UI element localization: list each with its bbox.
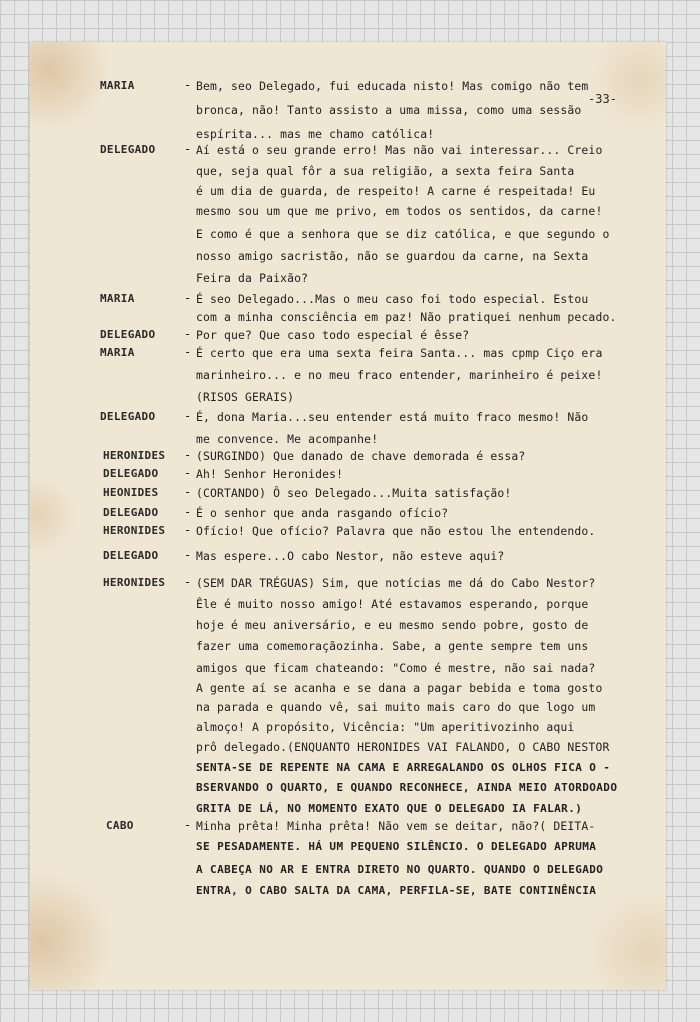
dialogue-line: Aí está o seu grande erro! Mas não vai interessar... Creio [196, 143, 603, 157]
dialogue-line: nosso amigo sacristão, não se guardou da carne, na Sexta [196, 249, 589, 263]
dialogue-line: que, seja qual fôr a sua religião, a sexta feira Santa [196, 164, 575, 178]
dialogue-line: (SEM DAR TRÉGUAS) Sim, que notícias me dá do Cabo Nestor? [196, 576, 596, 590]
dialogue-line: É seo Delegado...Mas o meu caso foi todo especial. Estou [196, 292, 589, 306]
dialogue-line: é um dia de guarda, de respeito! A carne é respeitada! Eu [196, 184, 596, 198]
dialogue-line: É o senhor que anda rasgando ofício? [196, 506, 449, 520]
dialogue-line: bronca, não! Tanto assisto a uma missa, como uma sessão [196, 103, 582, 117]
speaker-name: DELEGADO [103, 549, 159, 562]
dialogue-line: Êle é muito nosso amigo! Até estavamos esperando, porque [196, 597, 589, 611]
dialogue-line: na parada e quando vê, sai muito mais caro do que logo um [196, 700, 596, 714]
speaker-dash: - [184, 466, 192, 480]
dialogue-line: Ofício! Que ofício? Palavra que não estou lhe entendendo. [196, 524, 596, 538]
speaker-dash: - [184, 523, 192, 537]
speaker-dash: - [184, 505, 192, 519]
dialogue-line: E como é que a senhora que se diz católica, e que segundo o [196, 227, 610, 241]
speaker-name: DELEGADO [100, 328, 156, 341]
speaker-dash: - [184, 818, 192, 832]
dialogue-line: A CABEÇA NO AR E ENTRA DIRETO NO QUARTO. QUANDO O DELEGADO [196, 863, 604, 876]
speaker-dash: - [184, 142, 192, 156]
speaker-dash: - [184, 575, 192, 589]
dialogue-line: (CORTANDO) Ô seo Delegado...Muita satisfação! [196, 486, 512, 500]
page-number: -33- [588, 92, 617, 106]
dialogue-line: Por que? Que caso todo especial é êsse? [196, 328, 470, 342]
speaker-dash: - [184, 345, 192, 359]
speaker-name: DELEGADO [103, 506, 159, 519]
dialogue-line: almoço! A propósito, Vicência: "Um aperitivozinho aqui [196, 720, 575, 734]
speaker-name: CABO [106, 819, 134, 832]
speaker-dash: - [184, 78, 192, 92]
dialogue-line: Feira da Paixão? [196, 271, 309, 285]
speaker-dash: - [184, 409, 192, 423]
dialogue-line: BSERVANDO O QUARTO, E QUANDO RECONHECE, AINDA MEIO ATORDOADO [196, 781, 618, 794]
dialogue-line: espírita... mas me chamo católica! [196, 127, 435, 141]
speaker-name: DELEGADO [100, 143, 156, 156]
speaker-name: HERONIDES [103, 576, 166, 589]
dialogue-line: SENTA-SE DE REPENTE NA CAMA E ARREGALANDO OS OLHOS FICA O - [196, 761, 611, 774]
dialogue-line: Bem, seo Delegado, fui educada nisto! Mas comigo não tem [196, 79, 589, 93]
dialogue-line: Ah! Senhor Heronides! [196, 467, 344, 481]
dialogue-line: me convence. Me acompanhe! [196, 432, 379, 446]
speaker-name: MARIA [100, 292, 135, 305]
speaker-name: HEONIDES [103, 486, 159, 499]
speaker-name: DELEGADO [103, 467, 159, 480]
speaker-dash: - [184, 448, 192, 462]
dialogue-line: fazer uma comemoraçãozinha. Sabe, a gente sempre tem uns [196, 639, 589, 653]
dialogue-line: Mas espere...O cabo Nestor, não esteve aqui? [196, 549, 505, 563]
dialogue-line: prô delegado.(ENQUANTO HERONIDES VAI FALANDO, O CABO NESTOR [196, 740, 610, 754]
speaker-dash: - [184, 548, 192, 562]
dialogue-line: marinheiro... e no meu fraco entender, marinheiro é peixe! [196, 368, 603, 382]
dialogue-line: mesmo sou um que me privo, em todos os sentidos, da carne! [196, 204, 603, 218]
dialogue-line: É certo que era uma sexta feira Santa... mas cpmp Ciço era [196, 346, 603, 360]
speaker-name: MARIA [100, 346, 135, 359]
speaker-name: HERONIDES [103, 449, 166, 462]
speaker-name: MARIA [100, 79, 135, 92]
speaker-dash: - [184, 485, 192, 499]
speaker-dash: - [184, 327, 192, 341]
dialogue-line: Minha prêta! Minha prêta! Não vem se deitar, não?( DEITA- [196, 819, 596, 833]
speaker-name: HERONIDES [103, 524, 166, 537]
dialogue-line: hoje é meu aniversário, e eu mesmo sendo pobre, gosto de [196, 618, 589, 632]
speaker-dash: - [184, 291, 192, 305]
dialogue-line: (RISOS GERAIS) [196, 390, 295, 404]
dialogue-line: amigos que ficam chateando: "Como é mestre, não sai nada? [196, 661, 596, 675]
dialogue-line: É, dona Maria...seu entender está muito fraco mesmo! Não [196, 410, 589, 424]
dialogue-line: ENTRA, O CABO SALTA DA CAMA, PERFILA-SE, BATE CONTINÊNCIA [196, 884, 597, 897]
dialogue-line: GRITA DE LÁ, NO MOMENTO EXATO QUE O DELEGADO IA FALAR.) [196, 802, 583, 815]
dialogue-line: (SURGINDO) Que danado de chave demorada é essa? [196, 449, 526, 463]
speaker-name: DELEGADO [100, 410, 156, 423]
dialogue-line: com a minha consciência em paz! Não pratiquei nenhum pecado. [196, 310, 617, 324]
dialogue-line: A gente aí se acanha e se dana a pagar bebida e toma gosto [196, 681, 603, 695]
dialogue-line: SE PESADAMENTE. HÁ UM PEQUENO SILÊNCIO. O DELEGADO APRUMA [196, 840, 597, 853]
